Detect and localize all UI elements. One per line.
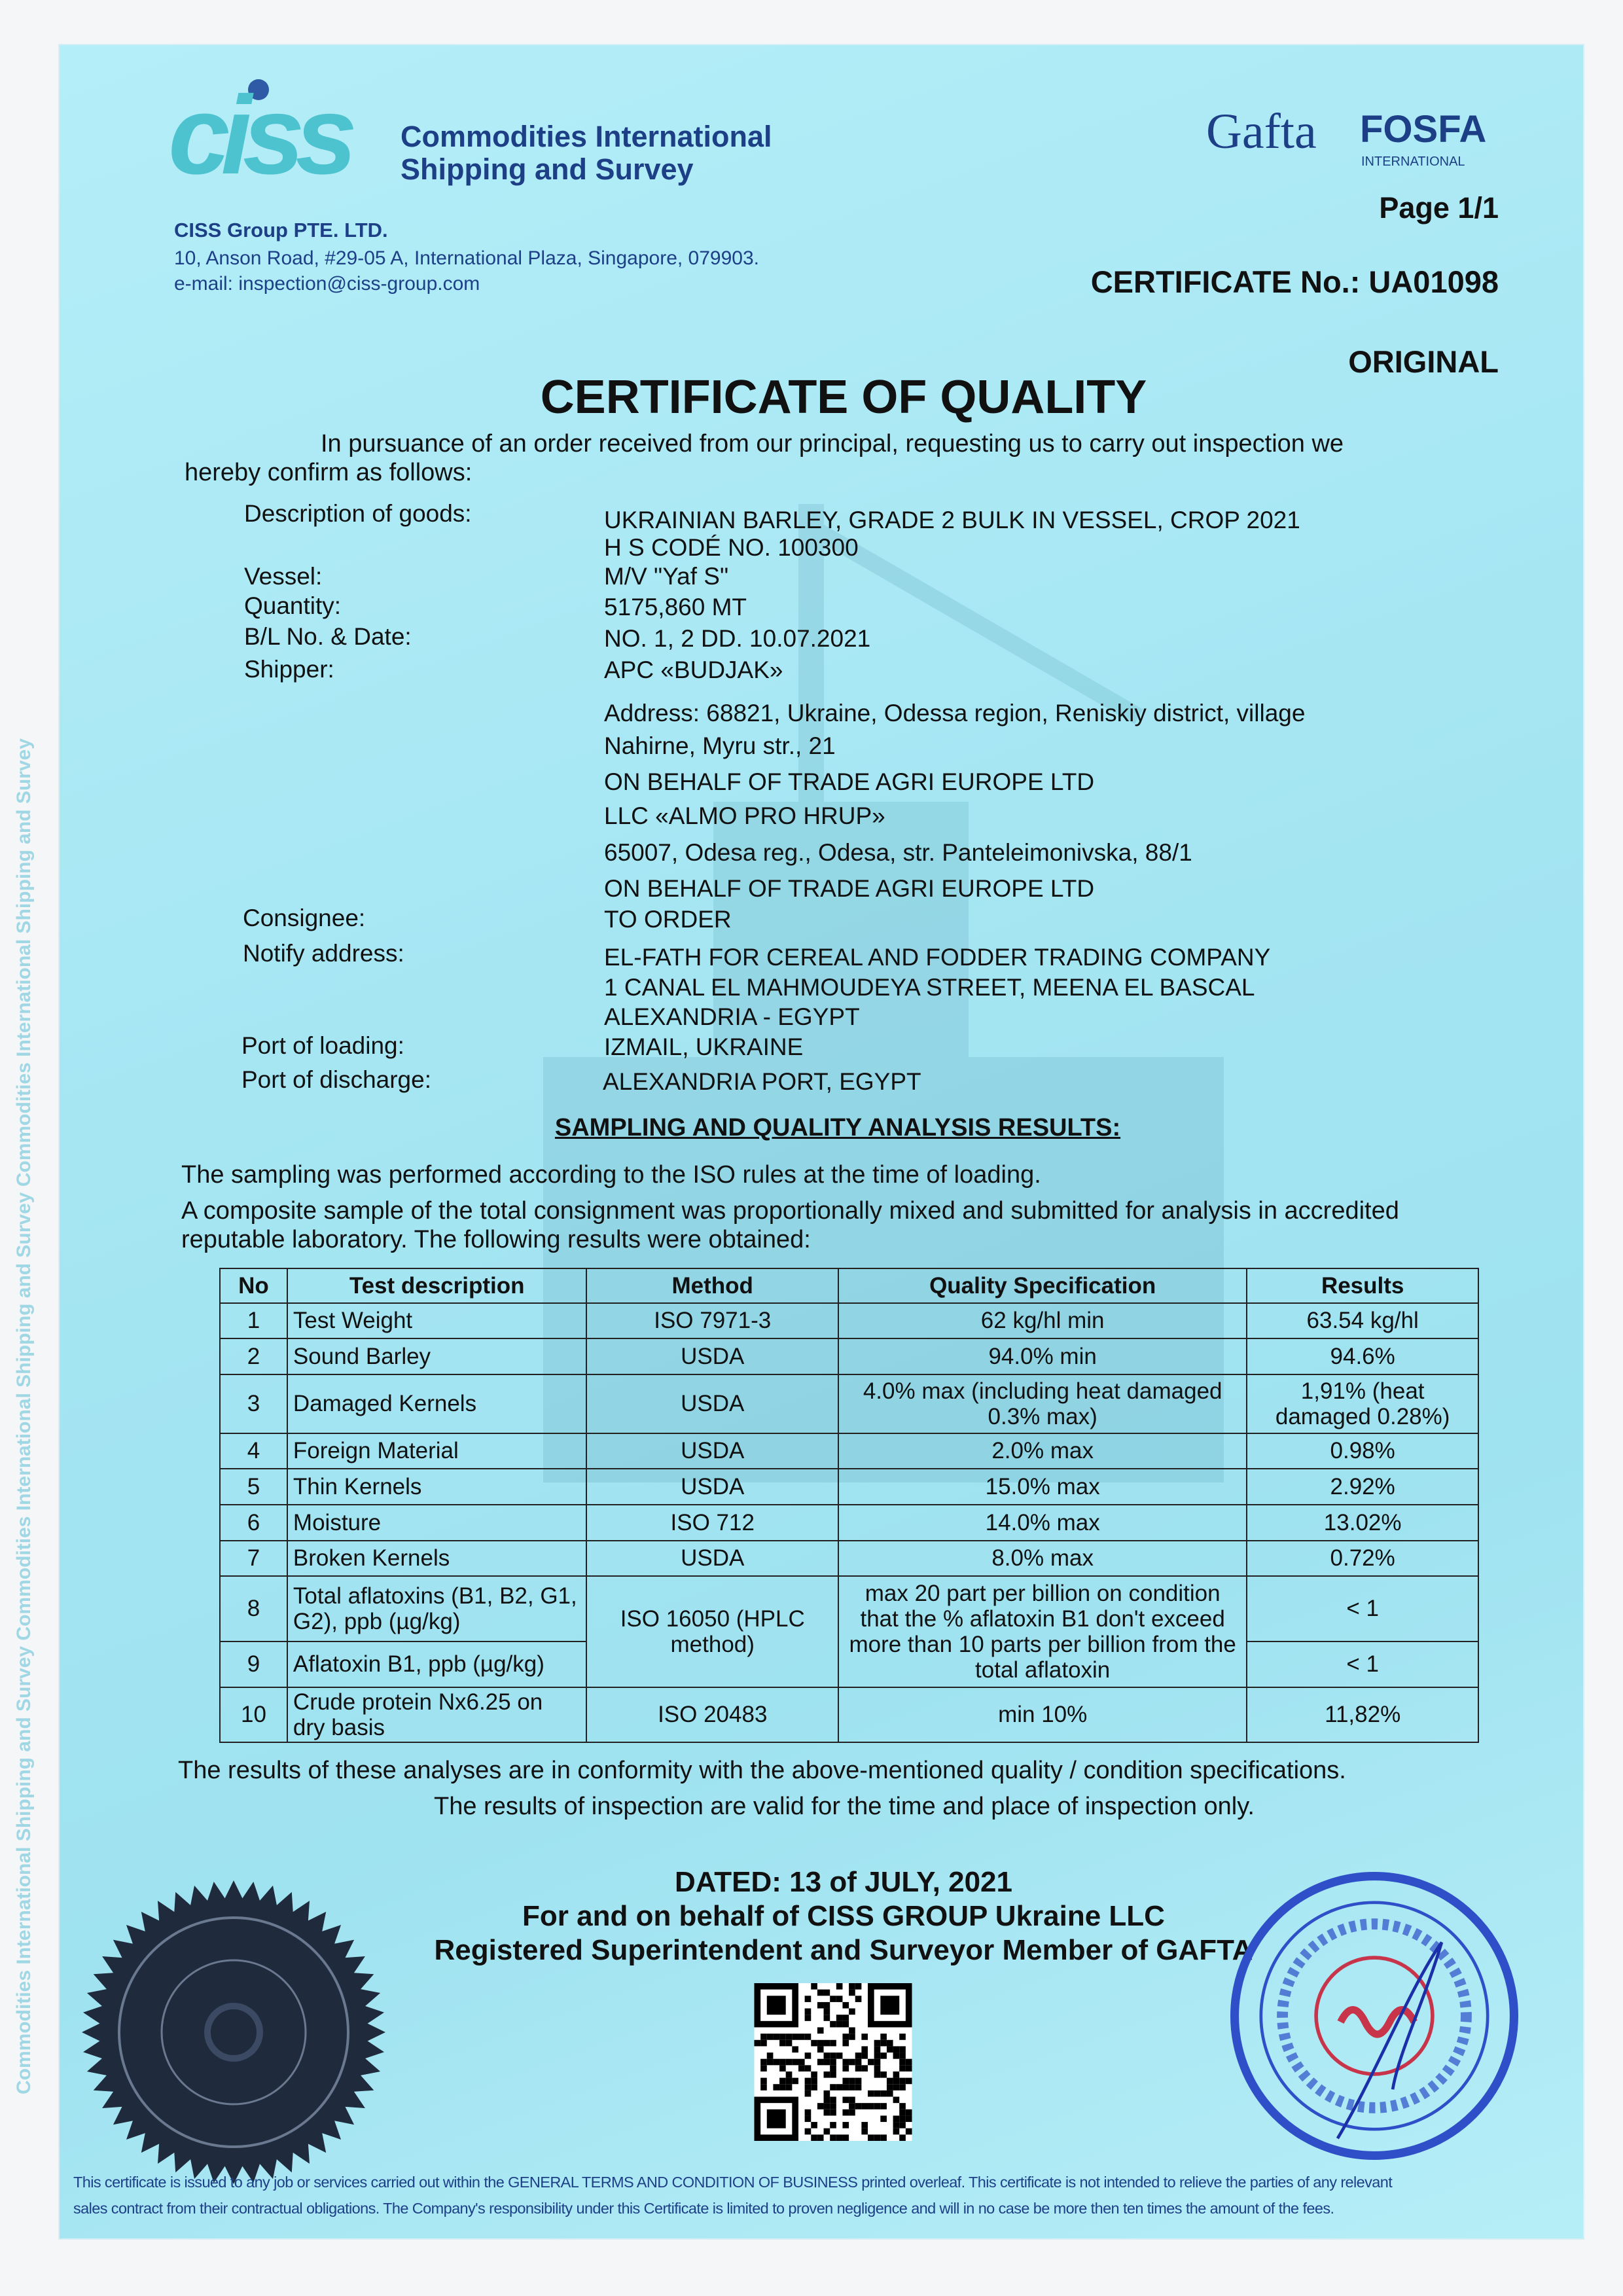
company-group: CISS Group PTE. LTD. bbox=[174, 219, 388, 242]
shipper-value-6: 65007, Odesa reg., Odesa, str. Panteleimonivska, 88/1 bbox=[604, 839, 1192, 866]
cell-result: 0.72% bbox=[1247, 1541, 1478, 1576]
cell-no: 10 bbox=[220, 1687, 287, 1742]
cell-spec: max 20 part per billion on condition that the % aflatoxin B1 don't exceed more than 10 parts per billion from the total aflatoxin bbox=[838, 1576, 1247, 1687]
shipper-value-4: ON BEHALF OF TRADE AGRI EUROPE LTD bbox=[604, 768, 1095, 795]
results-table bbox=[219, 1268, 1479, 1743]
notify-value-2: 1 CANAL EL MAHMOUDEYA STREET, MEENA EL BASCAL bbox=[604, 974, 1255, 1001]
original-label: ORIGINAL bbox=[1348, 344, 1499, 379]
consignee-label: Consignee: bbox=[243, 905, 366, 931]
cell-test: Aflatoxin B1, ppb (µg/kg) bbox=[287, 1641, 587, 1687]
results-block bbox=[0, 1268, 1623, 1821]
cell-method: ISO 7971-3 bbox=[586, 1303, 838, 1338]
ciss-logo bbox=[168, 75, 384, 187]
cell-result: 1,91% (heat damaged 0.28%) bbox=[1247, 1374, 1478, 1433]
sampling-line1: The sampling was performed according to the ISO rules at the time of loading. bbox=[181, 1161, 1041, 1189]
registered: Registered Superintendent and Surveyor Member of GAFTA bbox=[434, 1934, 1253, 1966]
gafta-logo: Gafta bbox=[1206, 104, 1317, 159]
cell-result: < 1 bbox=[1247, 1576, 1478, 1641]
section-heading: SAMPLING AND QUALITY ANALYSIS RESULTS: bbox=[554, 1114, 1121, 1141]
table-row bbox=[220, 1303, 1478, 1338]
table-row bbox=[220, 1433, 1478, 1469]
cell-no: 7 bbox=[220, 1541, 287, 1576]
cell-method: ISO 20483 bbox=[586, 1687, 838, 1742]
notify-value-3: ALEXANDRIA - EGYPT bbox=[604, 1003, 860, 1030]
cell-spec: 62 kg/hl min bbox=[838, 1303, 1247, 1338]
cell-test: Moisture bbox=[287, 1505, 587, 1541]
company-name-line2: Shipping and Survey bbox=[401, 152, 694, 186]
fosfa-sub: INTERNATIONAL bbox=[1361, 154, 1465, 169]
cell-result: 94.6% bbox=[1247, 1338, 1478, 1374]
table-row bbox=[220, 1469, 1478, 1505]
company-name-line1: Commodities International bbox=[401, 120, 772, 153]
shipper-value-2: Address: 68821, Ukraine, Odessa region, Reniskiy district, village bbox=[604, 700, 1306, 726]
page-title: CERTIFICATE OF QUALITY bbox=[540, 371, 1147, 423]
notify-label: Notify address: bbox=[243, 940, 404, 967]
quantity-label: Quantity: bbox=[244, 592, 342, 619]
footer-line1: This certificate is issued to any job or services carried out within the GENERAL TERMS AND CONDITION OF BUSINESS printed overleaf. This certificate is not intended to relieve the parties of any relevant bbox=[73, 2174, 1393, 2191]
cell-no: 1 bbox=[220, 1303, 287, 1338]
table-row bbox=[220, 1374, 1478, 1433]
shipper-value-1: APC «BUDJAK» bbox=[604, 656, 783, 683]
cell-test: Sound Barley bbox=[287, 1338, 587, 1374]
cell-method: ISO 16050 (HPLC method) bbox=[586, 1576, 838, 1687]
company-name bbox=[401, 120, 772, 186]
footer-line2: sales contract from their contractual obligations. The Company's responsibility under this Certificate is limited to proven negligence and will in no case be more then ten times the amount of the fees. bbox=[73, 2200, 1334, 2217]
cell-test: Total aflatoxins (B1, B2, G1, G2), ppb (µg/kg) bbox=[287, 1576, 587, 1641]
pol-label: Port of loading: bbox=[241, 1032, 404, 1059]
header-method: Method bbox=[586, 1268, 838, 1303]
cell-spec: 15.0% max bbox=[838, 1469, 1247, 1505]
cell-no: 4 bbox=[220, 1433, 287, 1469]
cell-method: USDA bbox=[586, 1469, 838, 1505]
svg-text:ciss: ciss bbox=[168, 75, 348, 187]
table-row bbox=[220, 1541, 1478, 1576]
desc-value-2: H S CODÉ NO. 100300 bbox=[604, 534, 859, 561]
cell-spec: 8.0% max bbox=[838, 1541, 1247, 1576]
cell-result: 11,82% bbox=[1247, 1687, 1478, 1742]
header-spec: Quality Specification bbox=[838, 1268, 1247, 1303]
intro-line1: In pursuance of an order received from our principal, requesting us to carry out inspection we bbox=[321, 430, 1344, 457]
certificate-number: CERTIFICATE No.: UA01098 bbox=[1090, 264, 1499, 299]
table-header-row bbox=[220, 1268, 1478, 1303]
table-row bbox=[220, 1505, 1478, 1541]
desc-value-1: UKRAINIAN BARLEY, GRADE 2 BULK IN VESSEL, CROP 2021 bbox=[604, 507, 1300, 533]
shipper-value-7: ON BEHALF OF TRADE AGRI EUROPE LTD bbox=[604, 875, 1095, 902]
cell-no: 6 bbox=[220, 1505, 287, 1541]
qr-code bbox=[753, 1983, 914, 2141]
cell-result: 0.98% bbox=[1247, 1433, 1478, 1469]
cell-method: USDA bbox=[586, 1541, 838, 1576]
company-email: e-mail: inspection@ciss-group.com bbox=[174, 273, 480, 295]
shipper-label: Shipper: bbox=[244, 656, 334, 683]
quantity-value: 5175,860 MT bbox=[604, 594, 747, 620]
vessel-label: Vessel: bbox=[244, 563, 323, 590]
cell-no: 2 bbox=[220, 1338, 287, 1374]
cell-no: 5 bbox=[220, 1469, 287, 1505]
behalf: For and on behalf of CISS GROUP Ukraine LLC bbox=[522, 1900, 1165, 1932]
cell-test: Test Weight bbox=[287, 1303, 587, 1338]
embossed-seal bbox=[80, 1878, 387, 2186]
cell-result: < 1 bbox=[1247, 1641, 1478, 1687]
company-address: 10, Anson Road, #29-05 A, International Plaza, Singapore, 079903. bbox=[174, 247, 759, 269]
shipper-value-3: Nahirne, Myru str., 21 bbox=[604, 732, 836, 759]
sampling-line3: reputable laboratory. The following results were obtained: bbox=[181, 1226, 811, 1253]
fosfa-logo: FOSFA bbox=[1360, 108, 1487, 151]
cell-no: 3 bbox=[220, 1374, 287, 1433]
cell-spec: min 10% bbox=[838, 1687, 1247, 1742]
company-stamp bbox=[1230, 1872, 1518, 2160]
cell-no: 8 bbox=[220, 1576, 287, 1641]
cell-result: 2.92% bbox=[1247, 1469, 1478, 1505]
cell-method: USDA bbox=[586, 1338, 838, 1374]
cell-test: Foreign Material bbox=[287, 1433, 587, 1469]
side-watermark: Commodities International Shipping and Survey Commodities International Shipping and Survey Commodities International Shipping and Survey bbox=[13, 738, 35, 2094]
pol-value: IZMAIL, UKRAINE bbox=[604, 1033, 804, 1060]
cell-spec: 4.0% max (including heat damaged 0.3% max) bbox=[838, 1374, 1247, 1433]
conformity-line2: The results of inspection are valid for the time and place of inspection only. bbox=[434, 1792, 1255, 1820]
bl-label: B/L No. & Date: bbox=[244, 623, 412, 650]
header-no: No bbox=[220, 1268, 287, 1303]
table-row bbox=[220, 1687, 1478, 1742]
table-row bbox=[220, 1338, 1478, 1374]
cell-test: Thin Kernels bbox=[287, 1469, 587, 1505]
desc-label: Description of goods: bbox=[244, 500, 472, 527]
cell-test: Broken Kernels bbox=[287, 1541, 587, 1576]
shipper-value-5: LLC «ALMO PRO HRUP» bbox=[604, 802, 885, 829]
cell-method: USDA bbox=[586, 1433, 838, 1469]
pod-value: ALEXANDRIA PORT, EGYPT bbox=[603, 1068, 921, 1095]
pod-label: Port of discharge: bbox=[241, 1066, 431, 1093]
dated: DATED: 13 of JULY, 2021 bbox=[675, 1866, 1012, 1898]
cell-method: USDA bbox=[586, 1374, 838, 1433]
cell-spec: 2.0% max bbox=[838, 1433, 1247, 1469]
sampling-line2: A composite sample of the total consignment was proportionally mixed and submitted for analysis in accredited bbox=[181, 1197, 1399, 1225]
cell-test: Damaged Kernels bbox=[287, 1374, 587, 1433]
cell-result: 13.02% bbox=[1247, 1505, 1478, 1541]
bl-value: NO. 1, 2 DD. 10.07.2021 bbox=[604, 625, 871, 652]
consignee-value: TO ORDER bbox=[604, 906, 732, 933]
notify-value-1: EL-FATH FOR CEREAL AND FODDER TRADING COMPANY bbox=[604, 944, 1271, 971]
cell-method: ISO 712 bbox=[586, 1505, 838, 1541]
vessel-value: M/V "Yaf S" bbox=[604, 563, 729, 590]
table-row bbox=[220, 1576, 1478, 1641]
cell-spec: 14.0% max bbox=[838, 1505, 1247, 1541]
page-number: Page 1/1 bbox=[1379, 191, 1499, 224]
cell-result: 63.54 kg/hl bbox=[1247, 1303, 1478, 1338]
cell-spec: 94.0% min bbox=[838, 1338, 1247, 1374]
header-results: Results bbox=[1247, 1268, 1478, 1303]
conformity-line1: The results of these analyses are in conformity with the above-mentioned quality / condition specifications. bbox=[178, 1757, 1346, 1784]
cell-no: 9 bbox=[220, 1641, 287, 1687]
intro-line2: hereby confirm as follows: bbox=[185, 459, 473, 486]
cell-test: Crude protein Nx6.25 on dry basis bbox=[287, 1687, 587, 1742]
header-test: Test description bbox=[287, 1268, 587, 1303]
